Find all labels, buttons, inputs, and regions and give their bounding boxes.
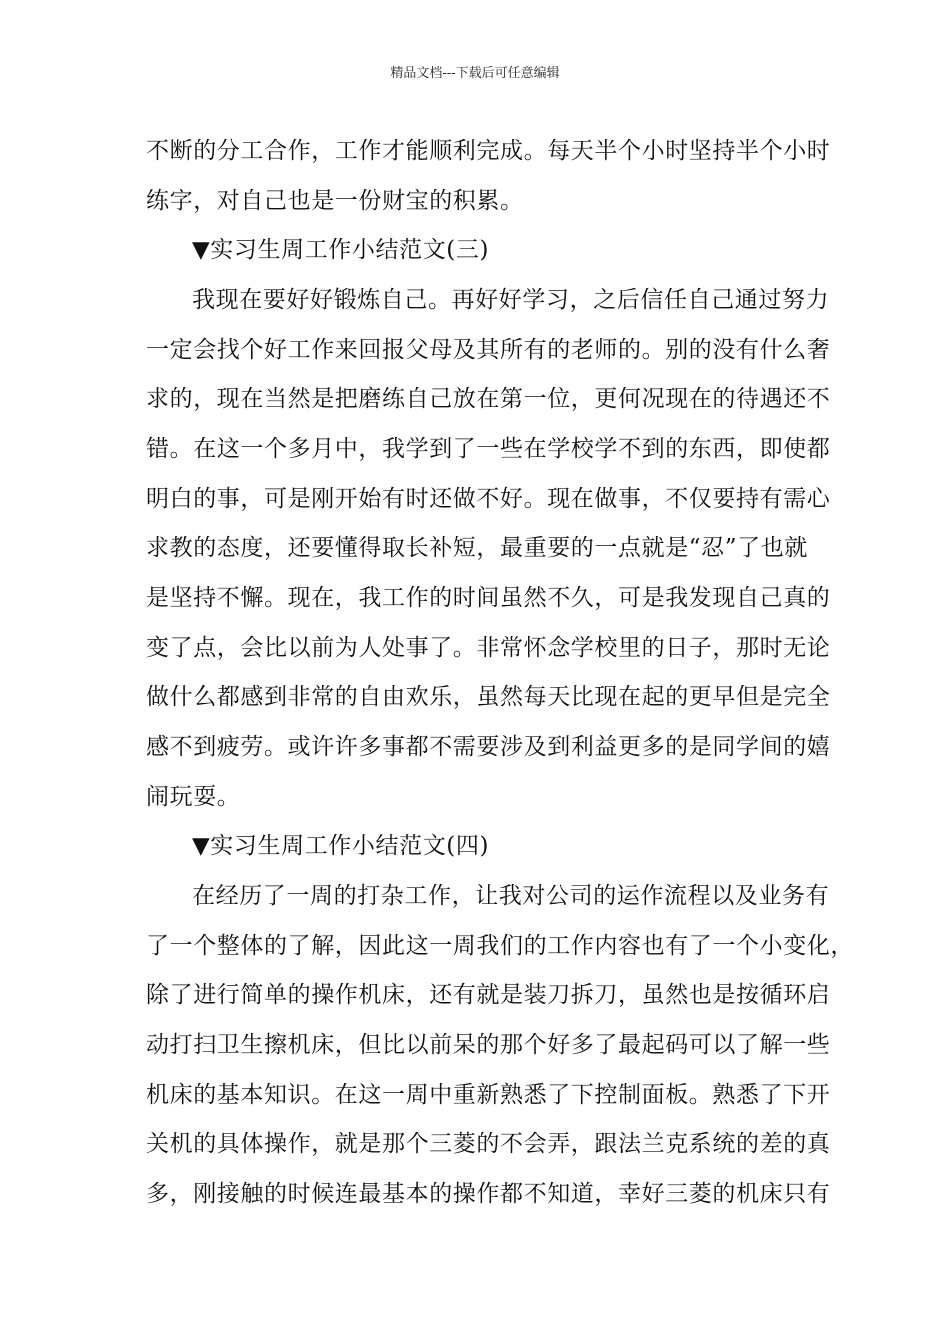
section-heading: ▼实习生周工作小结范文(三) <box>192 237 490 263</box>
body-line: 练字，对自己也是一份财宝的积累。 <box>146 188 524 214</box>
body-line: 我现在要好好锻炼自己。再好好学习，之后信任自己通过努力 <box>192 287 830 313</box>
body-line: 变了点，会比以前为人处事了。非常怀念学校里的日子，那时无论 <box>146 635 831 661</box>
body-line: 是坚持不懈。现在，我工作的时间虽然不久，可是我发现自己真的 <box>146 585 831 611</box>
body-line: 求的，现在当然是把磨练自己放在第一位，更何况现在的待遇还不 <box>146 386 831 412</box>
page-header: 精品文档---下载后可任意编辑 <box>390 66 560 81</box>
body-line: 一定会找个好工作来回报父母及其所有的老师的。别的没有什么奢 <box>146 337 831 363</box>
body-line: 感不到疲劳。或许许多事都不需要涉及到利益更多的是同学间的嬉 <box>146 734 831 760</box>
body-line: 多，刚接触的时候连最基本的操作都不知道，幸好三菱的机床只有 <box>146 1181 831 1207</box>
body-line: 了一个整体的了解，因此这一周我们的工作内容也有了一个小变化， <box>146 933 854 959</box>
body-line: 机床的基本知识。在这一周中重新熟悉了下控制面板。熟悉了下开 <box>146 1082 831 1108</box>
body-line: 做什么都感到非常的自由欢乐，虽然每天比现在起的更早但是完全 <box>146 684 831 710</box>
body-line: 在经历了一周的打杂工作，让我对公司的运作流程以及业务有 <box>192 883 830 909</box>
body-line: 求教的态度，还要懂得取长补短，最重要的一点就是“忍”了也就 <box>146 535 808 561</box>
body-line: 不断的分工合作，工作才能顺利完成。每天半个小时坚持半个小时 <box>146 138 831 164</box>
body-line: 动打扫卫生擦机床，但比以前呆的那个好多了最起码可以了解一些 <box>146 1032 831 1058</box>
body-line: 错。在这一个多月中，我学到了一些在学校学不到的东西，即使都 <box>146 436 831 462</box>
section-heading: ▼实习生周工作小结范文(四) <box>192 833 490 859</box>
body-line: 明白的事，可是刚开始有时还做不好。现在做事，不仅要持有需心 <box>146 486 831 512</box>
body-line: 除了进行简单的操作机床，还有就是装刀拆刀，虽然也是按循环启 <box>146 982 831 1008</box>
body-line: 关机的具体操作，就是那个三菱的不会弄，跟法兰克系统的差的真 <box>146 1131 831 1157</box>
body-line: 闹玩耍。 <box>146 784 241 810</box>
